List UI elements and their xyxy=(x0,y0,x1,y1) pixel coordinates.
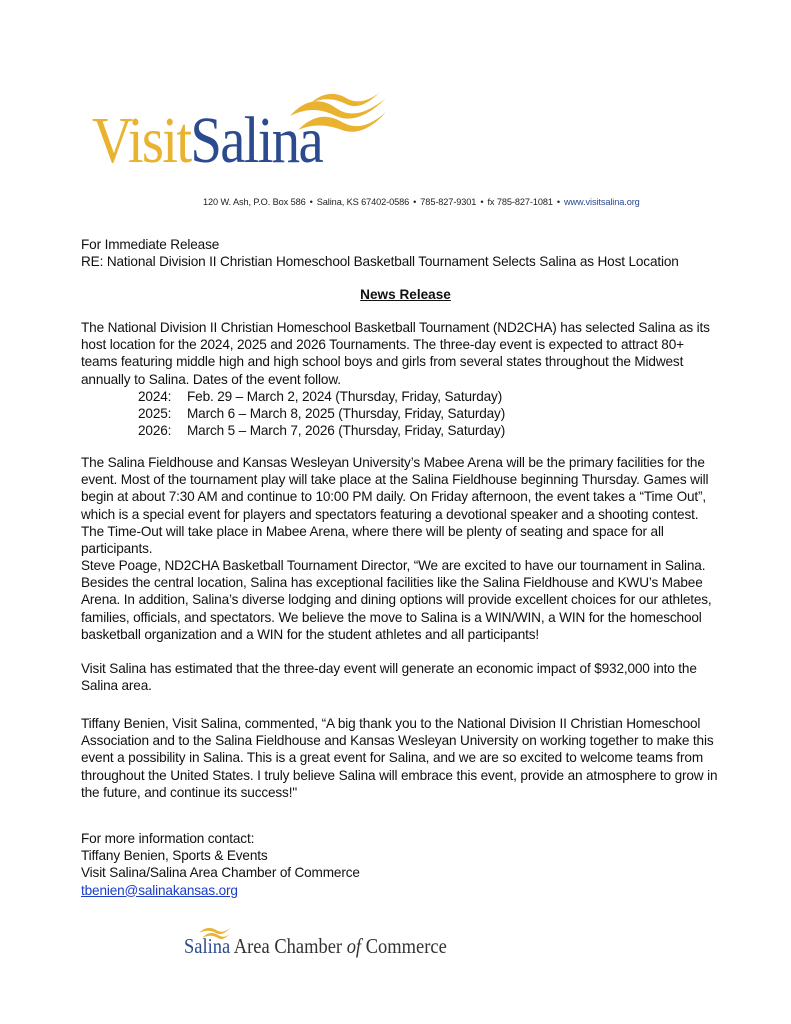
facilities-paragraph: The Salina Fieldhouse and Kansas Wesleyan University’s Mabee Arena will be the primary facilities for the event. Most of the tournament play will take place at the Salina Fieldhouse beginning Thursday. Games will begin at about 7:30 AM and continue to 10:00 PM daily. On Friday afternoon, the event takes a “Time Out”, which is a special event for players and spectators featuring a devotional speaker and a shooting contest. The Time-Out will take place in Mabee Arena, where there will be plenty of seating and space for all participants. xyxy=(81,455,709,557)
immediate-release-label: For Immediate Release xyxy=(81,237,220,252)
date-range: Feb. 29 – March 2, 2024 (Thursday, Friday, Saturday) xyxy=(187,389,503,404)
contact-organization: Visit Salina/Salina Area Chamber of Commerce xyxy=(81,865,360,881)
letterhead-address xyxy=(203,197,640,207)
chamber-of-commerce-logo xyxy=(184,925,474,961)
news-release-title-text: News Release xyxy=(360,287,451,302)
fax-number: fx 785-827-1081 xyxy=(487,197,553,207)
phone-number: 785-827-9301 xyxy=(420,197,477,207)
logo-visit-text: Visit xyxy=(92,104,191,177)
separator-dot: • xyxy=(480,197,484,207)
director-quote-paragraph: Steve Poage, ND2CHA Basketball Tournament Director, “We are excited to have our tournament in Salina. Besides the central location, Salina has exceptional facilities like the Salina Fieldhouse and KWU’s Mabee Arena. In addition, Salina’s diverse lodging and dining options will provide excellent choices for our athletes, families, officials, and spectators. We believe the move to Salina is a WIN/WIN, a WIN for the homeschool basketball organization and a WIN for the student athletes and all participants! xyxy=(81,558,712,642)
contact-heading: For more information contact: xyxy=(81,831,255,846)
benien-quote-paragraph: Tiffany Benien, Visit Salina, commented, “A big thank you to the National Division II Christian Homeschool Association and to the Salina Fieldhouse and Kansas Wesleyan University on working together to make this event a possibility in Salina. This is a great event for Salina, and we are so excited to welcome teams from throughout the United States. I truly believe Salina will embrace this event, provide an atmosphere to grow in the future, and continue its success!" xyxy=(81,716,718,800)
date-range: March 6 – March 8, 2025 (Thursday, Friday, Saturday) xyxy=(187,406,506,422)
logo-wordmark xyxy=(92,104,322,177)
event-date-row xyxy=(138,405,505,422)
separator-dot: • xyxy=(309,197,313,207)
event-date-row xyxy=(138,388,505,405)
event-dates-list xyxy=(138,388,505,440)
date-year: 2024: xyxy=(138,389,172,404)
website-link[interactable]: www.visitsalina.org xyxy=(563,197,640,207)
date-range: March 5 – March 7, 2026 (Thursday, Friday, Saturday) xyxy=(187,423,506,439)
release-subject: RE: National Division II Christian Homeschool Basketball Tournament Selects Salina as Host Location xyxy=(81,254,679,269)
date-year: 2025: xyxy=(138,406,172,422)
chamber-commerce-text: Commerce xyxy=(365,934,447,958)
visit-salina-logo xyxy=(92,88,392,183)
intro-paragraph: The National Division II Christian Homeschool Basketball Tournament (ND2CHA) has selected Salina as its host location for the 2024, 2025 and 2026 Tournaments. The three-day event is expected to attract 80+ teams featuring middle high and high school boys and girls from several states throughout the Midwest annually to Salina. Dates of the event follow. xyxy=(81,320,710,387)
news-release-title xyxy=(0,287,791,302)
contact-email-link[interactable]: tbenien@salinakansas.org xyxy=(81,882,238,898)
chamber-salina-text: Salina xyxy=(184,934,231,958)
chamber-area-text: Area Chamber xyxy=(233,934,343,958)
contact-block xyxy=(81,830,360,899)
event-date-row xyxy=(138,422,505,439)
chamber-of-text: of xyxy=(346,934,362,958)
logo-salina-text: Salina xyxy=(190,104,322,177)
chamber-wordmark xyxy=(184,934,447,959)
city-zip: Salina, KS 67402-0586 xyxy=(316,197,410,207)
separator-dot: • xyxy=(413,197,417,207)
date-year: 2026: xyxy=(138,423,172,439)
separator-dot: • xyxy=(556,197,560,207)
contact-name: Tiffany Benien, Sports & Events xyxy=(81,848,268,864)
street-address: 120 W. Ash, P.O. Box 586 xyxy=(203,197,306,207)
economic-impact-paragraph: Visit Salina has estimated that the three-day event will generate an economic impact of $932,000 into the Salina area. xyxy=(81,661,697,694)
